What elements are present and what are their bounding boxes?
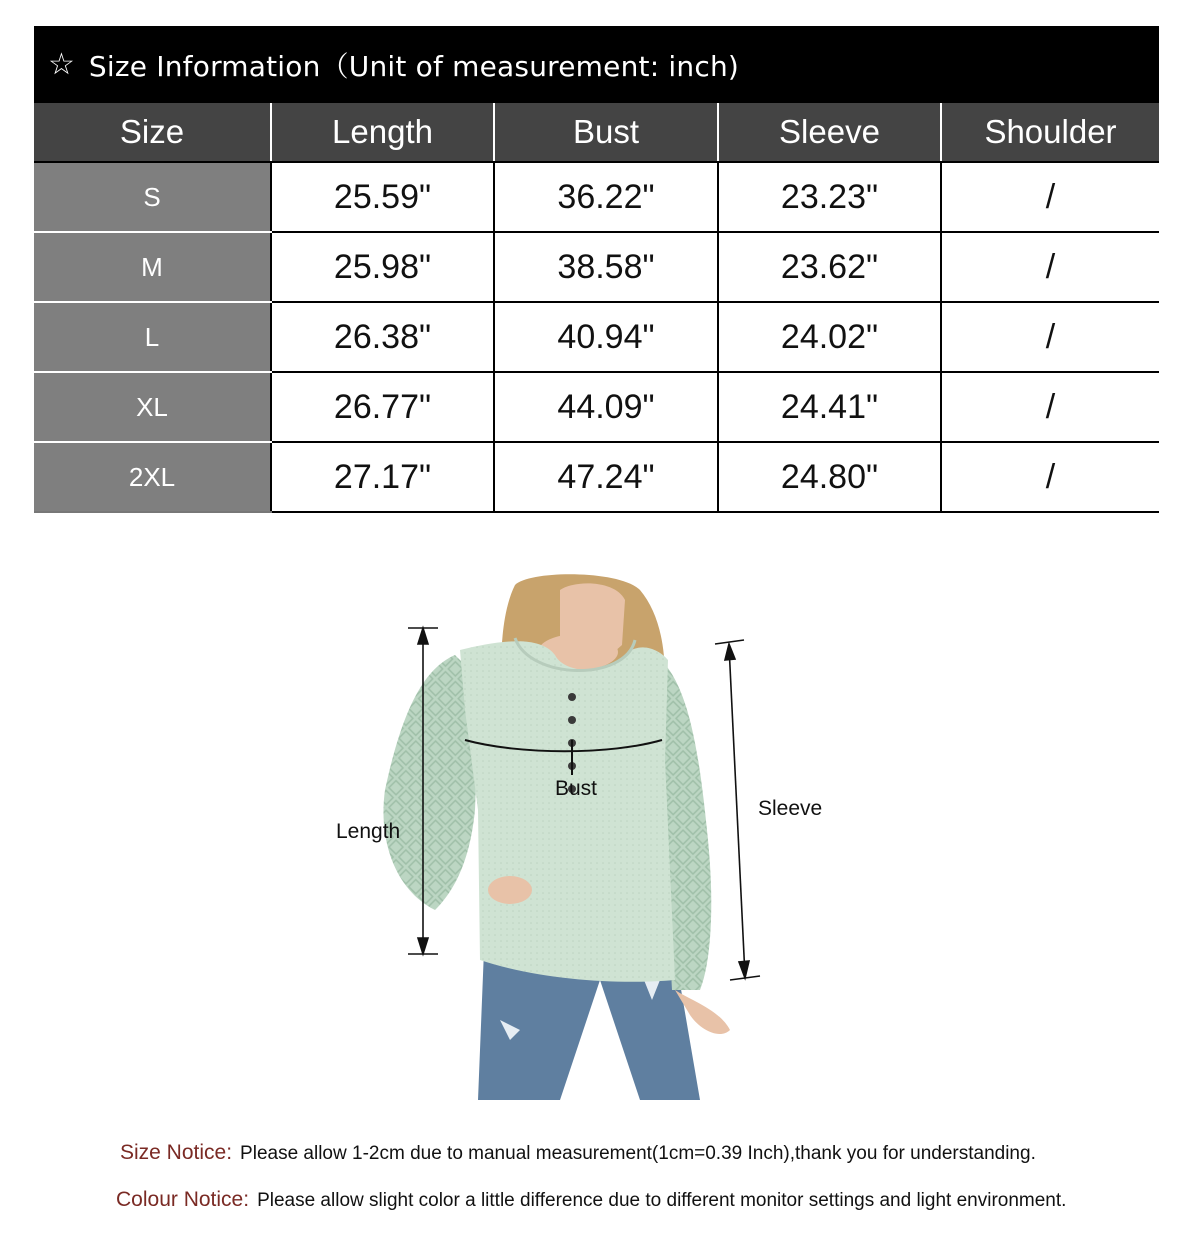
length-cell: 27.17" (271, 442, 494, 512)
sleeve-cell: 24.80" (718, 442, 941, 512)
table-row (34, 232, 1159, 302)
page-title: Size Information（Unit of measurement: inch) (88, 49, 740, 83)
size-notice-text: Please allow 1-2cm due to manual measurement(1cm=0.39 Inch),thank you for understanding. (240, 1143, 1036, 1164)
shoulder-cell: / (941, 372, 1159, 442)
length-cell: 26.38" (271, 302, 494, 372)
colour-notice-heading: Colour Notice: (116, 1188, 250, 1211)
size-notice (120, 1141, 1036, 1165)
shoulder-cell: / (941, 302, 1159, 372)
shoulder-cell: / (941, 232, 1159, 302)
size-cell: S (34, 162, 271, 232)
sleeve-arrow (715, 640, 760, 980)
title-bar (34, 26, 1159, 103)
column-header-size: Size (34, 103, 271, 162)
model-illustration (0, 560, 1200, 1120)
length-cell: 26.77" (271, 372, 494, 442)
table-row (34, 442, 1159, 512)
bust-label: Bust (555, 777, 598, 800)
colour-notice (116, 1188, 1066, 1212)
sleeve-cell: 23.23" (718, 162, 941, 232)
size-cell: M (34, 232, 271, 302)
size-notice-heading: Size Notice: (120, 1141, 233, 1164)
colour-notice-text: Please allow slight color a little difference due to different monitor settings and light environment. (257, 1190, 1067, 1211)
column-header-shoulder: Shoulder (941, 103, 1159, 162)
length-label: Length (336, 820, 401, 843)
star-icon: ☆ (48, 47, 75, 82)
measurement-figure (0, 560, 1200, 1120)
length-cell: 25.98" (271, 232, 494, 302)
table-row (34, 302, 1159, 372)
column-header-length: Length (271, 103, 494, 162)
column-header-sleeve: Sleeve (718, 103, 941, 162)
sleeve-cell: 24.02" (718, 302, 941, 372)
size-cell: 2XL (34, 442, 271, 512)
top-body (460, 641, 675, 982)
size-cell: L (34, 302, 271, 372)
bust-cell: 38.58" (494, 232, 718, 302)
size-table (34, 103, 1159, 513)
bust-cell: 40.94" (494, 302, 718, 372)
bust-cell: 36.22" (494, 162, 718, 232)
length-cell: 25.59" (271, 162, 494, 232)
shoulder-cell: / (941, 162, 1159, 232)
sleeve-cell: 23.62" (718, 232, 941, 302)
shoulder-cell: / (941, 442, 1159, 512)
table-header-row (34, 103, 1159, 162)
bust-cell: 47.24" (494, 442, 718, 512)
column-header-bust: Bust (494, 103, 718, 162)
table-row (34, 372, 1159, 442)
table-row (34, 162, 1159, 232)
sleeve-cell: 24.41" (718, 372, 941, 442)
bust-cell: 44.09" (494, 372, 718, 442)
sleeve-label: Sleeve (758, 797, 823, 820)
size-cell: XL (34, 372, 271, 442)
